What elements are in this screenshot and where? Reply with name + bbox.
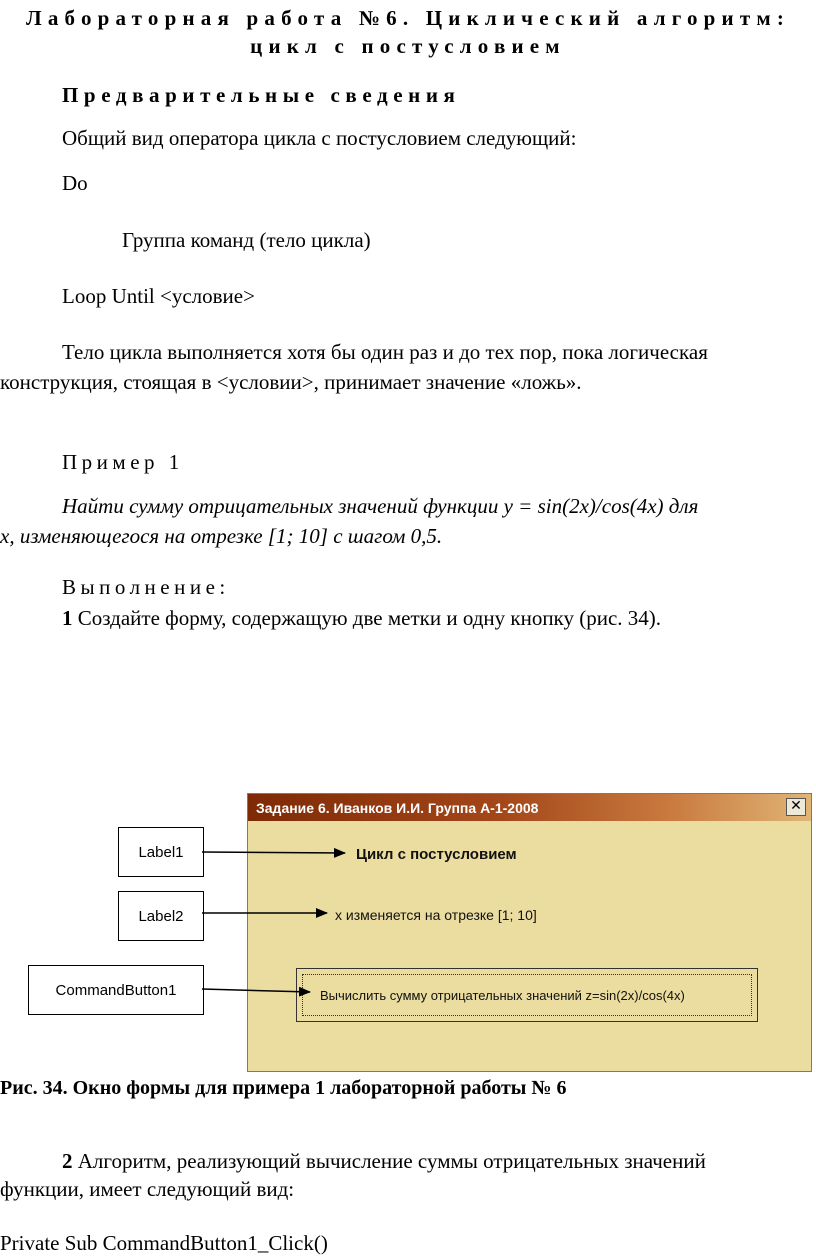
intro-text: Общий вид оператора цикла с постусловием следующий: xyxy=(62,126,577,150)
callout-label1-text: Label1 xyxy=(138,843,184,861)
form-label1: Цикл с постусловием xyxy=(356,846,517,863)
step2-line1 xyxy=(62,1149,706,1174)
arrow-commandbutton1 xyxy=(202,989,310,992)
code-private-sub: Private Sub CommandButton1_Click() xyxy=(0,1231,328,1255)
form-label2: x изменяется на отрезке [1; 10] xyxy=(335,907,537,923)
arrow-label1 xyxy=(202,852,345,853)
paragraph1-line2: конструкция, стоящая в <условии>, принимает значение «ложь». xyxy=(0,370,582,394)
step1-number: 1 xyxy=(62,606,73,630)
example-heading: Пример 1 xyxy=(62,450,184,474)
figure-caption: Рис. 34. Окно формы для примера 1 лабораторной работы № 6 xyxy=(0,1077,567,1099)
code-body: Группа команд (тело цикла) xyxy=(122,228,371,252)
code-loop-until: Loop Until <условие> xyxy=(62,284,255,308)
close-icon[interactable]: ✕ xyxy=(786,798,806,816)
step2-line2: функции, имеет следующий вид: xyxy=(0,1177,295,1201)
section-heading: Предварительные сведения xyxy=(62,83,461,107)
document-title-line2: цикл с постусловием xyxy=(250,34,566,58)
step2-description: Алгоритм, реализующий вычисление суммы отрицательных значений xyxy=(72,1149,706,1173)
callout-label2-text: Label2 xyxy=(138,907,184,925)
step1-description: Создайте форму, содержащую две метки и одну кнопку (рис. 34). xyxy=(72,606,662,630)
form-command-button-label: Вычислить сумму отрицательных значений z=sin(2x)/cos(4x) xyxy=(302,974,752,1016)
callout-button-text: CommandButton1 xyxy=(55,981,177,999)
task-line2: x, изменяющегося на отрезке [1; 10] с шагом 0,5. xyxy=(0,524,443,548)
task-line1: Найти сумму отрицательных значений функции y = sin(2x)/cos(4x) для xyxy=(62,494,699,518)
paragraph1-line1: Тело цикла выполняется хотя бы один раз и до тех пор, пока логическая xyxy=(62,340,708,364)
document-title-line1: Лабораторная работа №6. Циклический алгоритм: xyxy=(25,6,791,30)
code-do: Do xyxy=(62,171,88,195)
execution-heading: Выполнение: xyxy=(62,575,230,599)
form-title: Задание 6. Иванков И.И. Группа А-1-2008 xyxy=(256,799,539,816)
step2-number: 2 xyxy=(62,1149,73,1173)
